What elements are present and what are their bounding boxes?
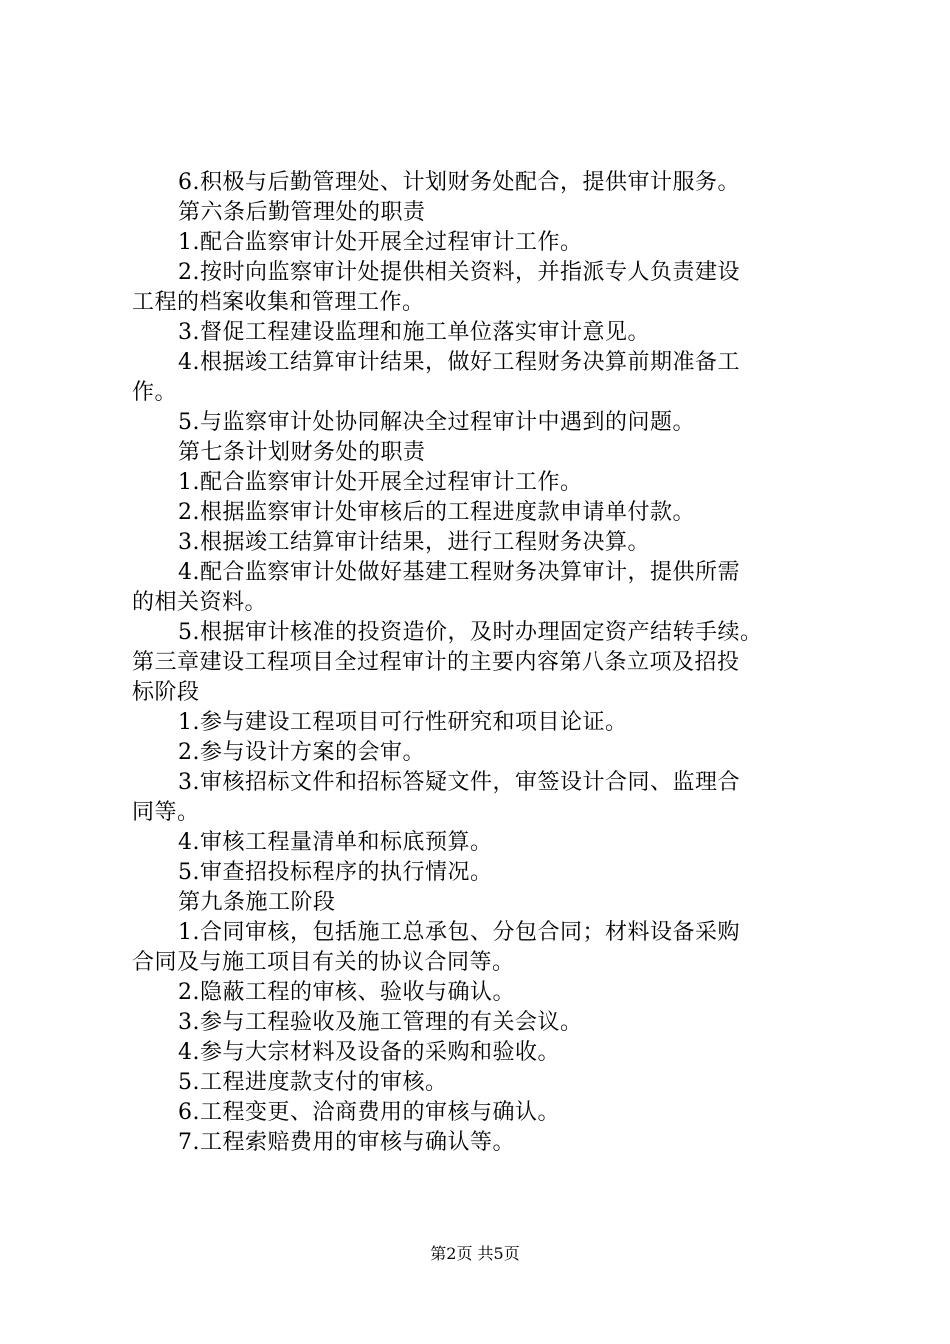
page-footer: 第2页 共5页 [430,1244,520,1263]
text-line: 1.合同审核，包括施工总承包、分包合同；材料设备采购 [178,920,740,945]
text-line: 5.审查招投标程序的执行情况。 [178,860,493,885]
text-line: 第九条施工阶段 [178,890,336,915]
text-line: 3.督促工程建设监理和施工单位落实审计意见。 [178,320,650,345]
text-line: 第六条后勤管理处的职责 [178,200,426,225]
text-line: 6.积极与后勤管理处、计划财务处配合，提供审计服务。 [178,170,740,195]
text-line: 6.工程变更、洽商费用的审核与确认。 [178,1100,560,1125]
text-line: 3.参与工程验收及施工管理的有关会议。 [178,1010,583,1035]
text-line: 5.与监察审计处协同解决全过程审计中遇到的问题。 [178,410,695,435]
text-line: 5.根据审计核准的投资造价，及时办理固定资产结转手续。 [178,620,763,645]
text-line: 4.配合监察审计处做好基建工程财务决算审计，提供所需 [178,560,740,585]
text-line: 作。 [132,380,178,405]
text-line: 5.工程进度款支付的审核。 [178,1070,448,1095]
text-line: 第三章建设工程项目全过程审计的主要内容第八条立项及招投 [132,650,740,675]
text-line: 4.参与大宗材料及设备的采购和验收。 [178,1040,560,1065]
text-line: 第七条计划财务处的职责 [178,440,426,465]
text-line: 3.根据竣工结算审计结果，进行工程财务决算。 [178,530,650,555]
text-line: 4.审核工程量清单和标底预算。 [178,830,493,855]
text-line: 4.根据竣工结算审计结果，做好工程财务决算前期准备工 [178,350,740,375]
text-line: 1.配合监察审计处开展全过程审计工作。 [178,230,583,255]
text-line: 2.按时向监察审计处提供相关资料，并指派专人负责建设 [178,260,740,285]
text-line: 同等。 [132,800,200,825]
text-line: 1.配合监察审计处开展全过程审计工作。 [178,470,583,495]
text-line: 7.工程索赔费用的审核与确认等。 [178,1130,515,1155]
document-body [132,168,832,1158]
text-line: 合同及与施工项目有关的协议合同等。 [132,950,515,975]
text-line: 3.审核招标文件和招标答疑文件，审签设计合同、监理合 [178,770,740,795]
text-line: 2.根据监察审计处审核后的工程进度款申请单付款。 [178,500,695,525]
text-line: 的相关资料。 [132,590,268,615]
text-line: 2.参与设计方案的会审。 [178,740,425,765]
text-line: 标阶段 [132,680,200,705]
text-line: 工程的档案收集和管理工作。 [132,290,425,315]
text-line: 1.参与建设工程项目可行性研究和项目论证。 [178,710,628,735]
text-line: 2.隐蔽工程的审核、验收与确认。 [178,980,515,1005]
